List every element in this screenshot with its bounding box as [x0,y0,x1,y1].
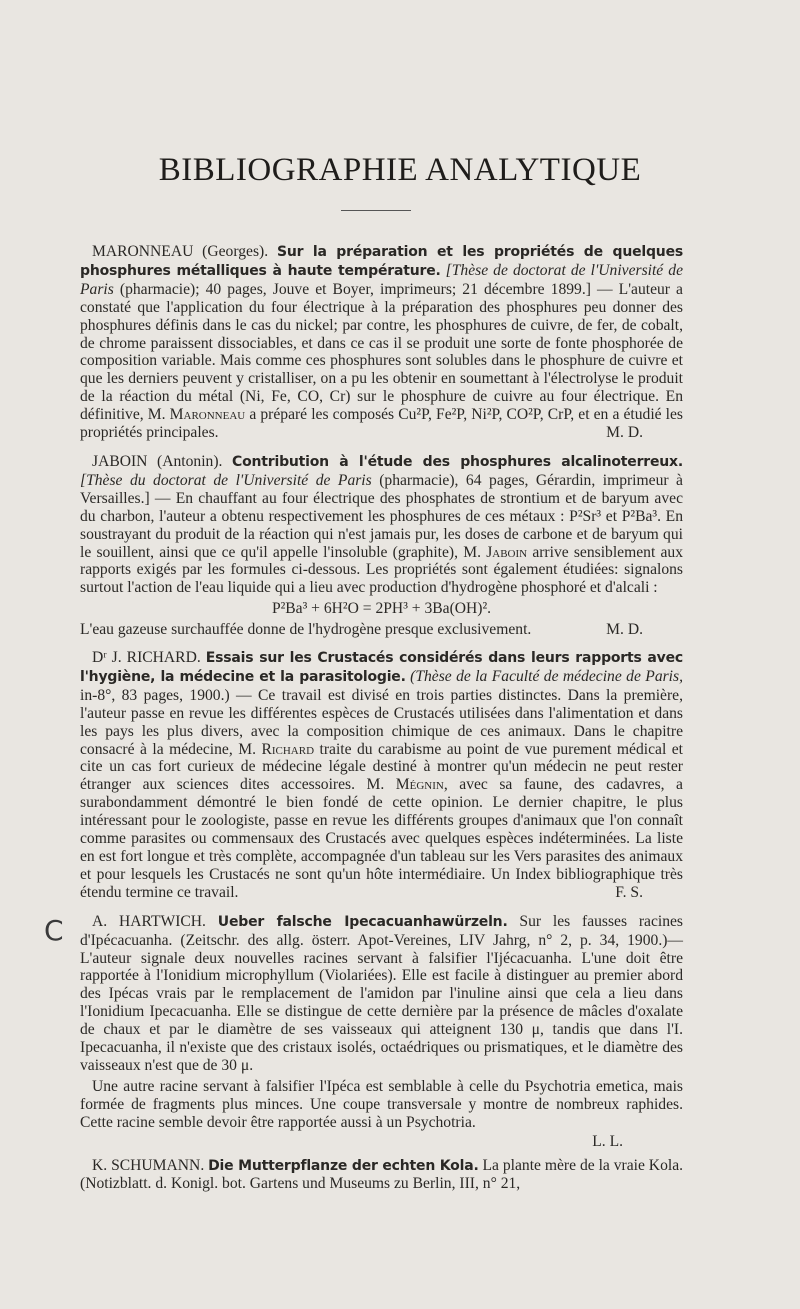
title-divider [341,210,411,211]
entry-jaboin-after [80,621,683,639]
entry-source: (Thèse de la Faculté de médecine de Paris, [410,667,683,685]
entry-signature: M. D. [606,621,643,639]
entry-body: (pharmacie); 40 pages, Jouve et Boyer, imprimeurs; 21 décembre 1899.] — L'auteur a constaté que l'application du four électrique à la préparation des phosphures peu donner des phosphures définis dans le cas du nickel; par contre, les phosphures de cuivre, de fer, de cobalt, de chrome paraissent dissociables, et dans ce cas il se produit une sorte de fonte phosphorée de composition variable. Mais comme ces phosphures sont solubles dans le phosphure de cuivre et que les derniers peuvent y cristalliser, on a pu les obtenir en soumettant à l'électrolyse le produit de la réaction du métal (Ni, Fe, CO, Cr) sur le phosphure de cuivre au four électrique. En définitive, M. [80,280,683,424]
entry-body: in-8°, 83 pages, 1900.) — Ce travail est divisé en trois parties distinctes. Dans la première, l'auteur passe en revue les différentes espèces de Crustacés utilisées dans l'alimentation et dans les pays les plus divers, avec la composition chimique de ces animaux. Dans le chapitre consacré à la médecine, M. [80,686,683,758]
entry-richard [80,649,683,902]
entry-body-cont: a préparé les composés Cu²P, Fe²P, Ni²P, CO²P, CrP, et en a étudié les propriétés principales. [80,406,683,442]
entry-heading: Essais sur les Crustacés considérés dans leurs rapports avec l'hygiène, la médecine et la parasitologie. [80,650,683,685]
entry-body-cont: Une autre racine servant à falsifier l'Ipéca est semblable à celle du Psychotria emetica, mais formée de fragments plus minces. Une coupe transversale y montre de nombreux raphides. Cette racine semble devoir être rapportée aussi à un Psychotria. [80,1077,683,1131]
entry-hartwich [80,913,683,1075]
entry-source: [Thèse de doctorat de l'Université de Paris [80,261,683,298]
entry-heading: Sur la préparation et les propriétés de quelques phosphures métalliques à haute température. [80,244,683,279]
page-title: BIBLIOGRAPHIE ANALYTIQUE [158,152,642,188]
entry-author: A. HARTWICH. [92,912,206,930]
entry-author: K. SCHUMANN. [92,1156,205,1174]
entry-author: MARONNEAU (Georges). [92,243,269,260]
chemical-formula: P²Ba³ + 6H²O = 2PH³ + 3Ba(OH)². [271,600,492,618]
entry-body: Sur les fausses racines d'Ipécacuanha. (Zeitschr. des allg. österr. Apot-Vereines, LIV Jahrg, n° 2, p. 34, 1900.)— L'auteur signale deux nouvelles racines servant à falsifier l'Ijécacuanha. L'une doit être rapportée à l'Ionidium microphyllum (Violariées). Elle est facile à distinguer au premier abord des Ipécas vrais par le remplacement de l'amidon par l'inuline ainsi que cela a lieu dans l'Ionidium Ipecacuanha. Elle se distingue de cette dernière par la présence de mâcles d'oxalate de chaux et par le diamètre de ses vaisseaux qui atteignent 130 μ, tandis que dans l'I. Ipecacuanha, il n'existe que des cristaux isolés, octaédriques ou prismatiques, et le diamètre des vaisseaux n'est que de 30 μ. [80,912,683,1074]
entry-body: La plante mère de la vraie Kola. (Notizblatt. d. Konigl. bot. Gartens und Museums zu Berlin, III, n° 21, [80,1156,684,1193]
entry-signature: L. L. [592,1132,623,1150]
entry-name: Jaboin [486,543,528,561]
entry-hartwich-cont [80,1078,683,1132]
entry-name-2: Mégnin [395,776,444,794]
entry-signature: M. D. [606,424,643,442]
entry-heading: Contribution à l'étude des phosphures alcalinoterreux. [232,453,683,470]
entry-source: [Thèse du doctorat de l'Université de Paris [80,471,372,489]
entry-signature: F. S. [615,883,643,901]
entry-maronneau [80,243,683,442]
entry-body: (pharmacie), 64 pages, Gérardin, imprimeur à Versailles.] — En chauffant au four électrique des phosphates de strontium et de baryum avec du charbon, l'auteur a obtenu respectivement les phosphures de ces métaux : P²Sr³ et P²Ba³. En soustrayant du produit de la réaction qui n'est jamais pur, les doses de carbone et de baryum qui le souillent, ainsi que ce qu'il appelle l'insoluble (graphite), M. [80,471,683,561]
entry-body-cont-2: , avec sa faune, des cadavres, a surabondamment démontré le bien fondé de cette opinion. Le dernier chapitre, le plus intéressant pour le zoologiste, passe en revue les différents groupes d'animaux que l'on connaît comme parasites ou commensaux des Crustacés avec quelques espèces indéterminées. La liste en est fort longue et très complète, accompagnée d'un tableau sur les Vers parasites des animaux et pour lesquels les Crustacés ne sont qu'un hôte intermédiaire. Un Index bibliographique très étendu termine ce travail. [80,776,683,901]
margin-pencil-mark: C [44,914,64,947]
entry-name: Richard [261,740,315,758]
entry-body-after: L'eau gazeuse surchauffée donne de l'hydrogène presque exclusivement. [80,621,532,639]
entry-schumann [80,1157,683,1194]
entry-author: JABOIN (Antonin). [92,452,223,470]
entry-heading: Ueber falsche Ipecacuanhawürzeln. [217,913,508,930]
article-body [80,243,683,1204]
entry-author: Dʳ J. RICHARD. [92,649,201,667]
entry-jaboin [80,453,683,597]
entry-body-cont: arrive sensiblement aux rapports exigés par les formules ci-dessous. Les propriétés sont également étudiées: signalons surtout l'action de l'eau liquide qui a lieu avec production d'hydrogène phosphoré et d'alcali : [80,543,683,597]
entry-body-cont: traite du carabisme au point de vue purement médical et cite un cas fort curieux de médecine légale destiné à montrer qu'un médecin ne peut rester étranger aux sciences dites accessoires. M. [80,740,684,794]
entry-heading: Die Mutterpflanze der echten Kola. [208,1157,479,1174]
entry-name: Maronneau [169,406,246,424]
